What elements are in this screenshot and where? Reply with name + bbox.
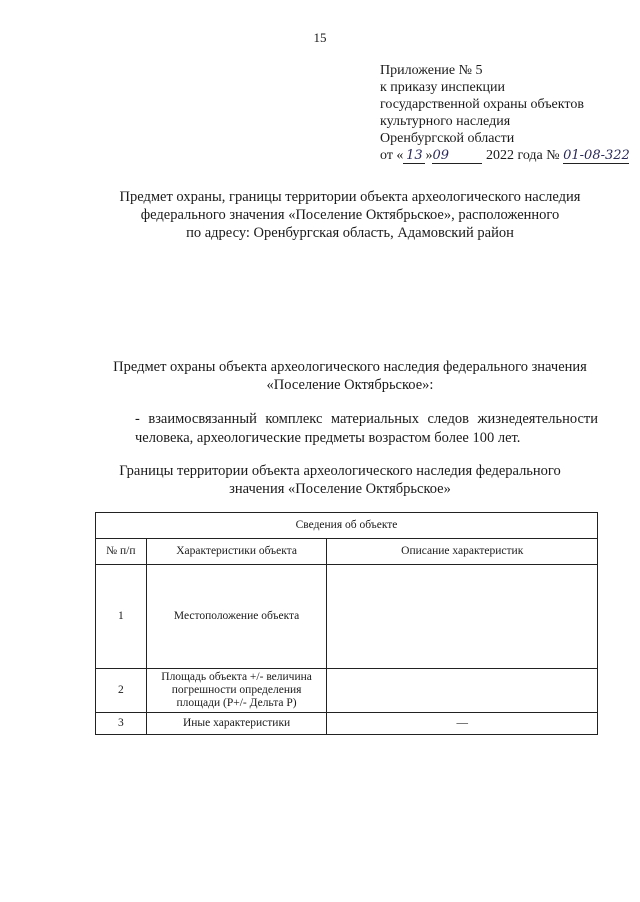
appendix-line: государственной охраны объектов: [380, 97, 584, 112]
table-caption: Сведения об объекте: [96, 513, 598, 539]
object-info-table: [95, 512, 598, 735]
header-num: № п/п: [96, 539, 147, 565]
subject-text: [95, 410, 598, 448]
date-suffix: 2022 года №: [485, 148, 560, 163]
row-characteristic: Площадь объекта +/- величина погрешности определения площади (Р+/- Дельта Р): [146, 669, 327, 713]
subject-heading-line: «Поселение Октябрьское»:: [266, 377, 434, 393]
title-line: Предмет охраны, границы территории объекта археологического наследия: [119, 189, 581, 205]
title-line: федерального значения «Поселение Октябрьское», расположенного: [140, 207, 560, 223]
row-description: [327, 565, 598, 669]
order-number: 01-08-322: [563, 148, 630, 163]
title-line: по адресу: Оренбургская область, Адамовский район: [186, 225, 514, 241]
subject-paragraph: - взаимосвязанный комплекс материальных следов жизнедеятельности человека, археологические предметы возрастом более 100 лет.: [135, 411, 598, 446]
boundaries-heading: [60, 462, 620, 498]
date-month: 09: [432, 149, 482, 164]
appendix-line: к приказу инспекции: [380, 80, 506, 95]
table-row: [96, 565, 598, 669]
table-row: [96, 669, 598, 713]
appendix-block: [380, 62, 629, 164]
table-caption-row: [96, 513, 598, 539]
appendix-line: культурного наследия: [380, 114, 511, 129]
appendix-line: Оренбургской области: [380, 131, 515, 146]
row-characteristic: Местоположение объекта: [146, 565, 327, 669]
subject-heading-line: Предмет охраны объекта археологического наследия федерального значения: [113, 359, 587, 375]
row-num: 3: [96, 713, 147, 735]
boundaries-heading-line: Границы территории объекта археологического наследия федерального: [119, 463, 561, 479]
table-row: [96, 713, 598, 735]
row-num: 1: [96, 565, 147, 669]
header-characteristic: Характеристики объекта: [146, 539, 327, 565]
row-description: —: [327, 713, 598, 735]
boundaries-heading-line: значения «Поселение Октябрьское»: [229, 481, 451, 497]
header-description: Описание характеристик: [327, 539, 598, 565]
row-characteristic: Иные характеристики: [146, 713, 327, 735]
page-number: 15: [313, 30, 327, 45]
table-header-row: [96, 539, 598, 565]
document-title: [70, 188, 630, 242]
date-sep: »: [425, 148, 433, 163]
appendix-date-line: [380, 147, 629, 164]
subject-heading: [70, 358, 630, 394]
appendix-line: Приложение № 5: [380, 63, 483, 78]
row-num: 2: [96, 669, 147, 713]
date-day: 13: [403, 149, 425, 164]
date-prefix: от «: [380, 148, 404, 163]
row-description: [327, 669, 598, 713]
